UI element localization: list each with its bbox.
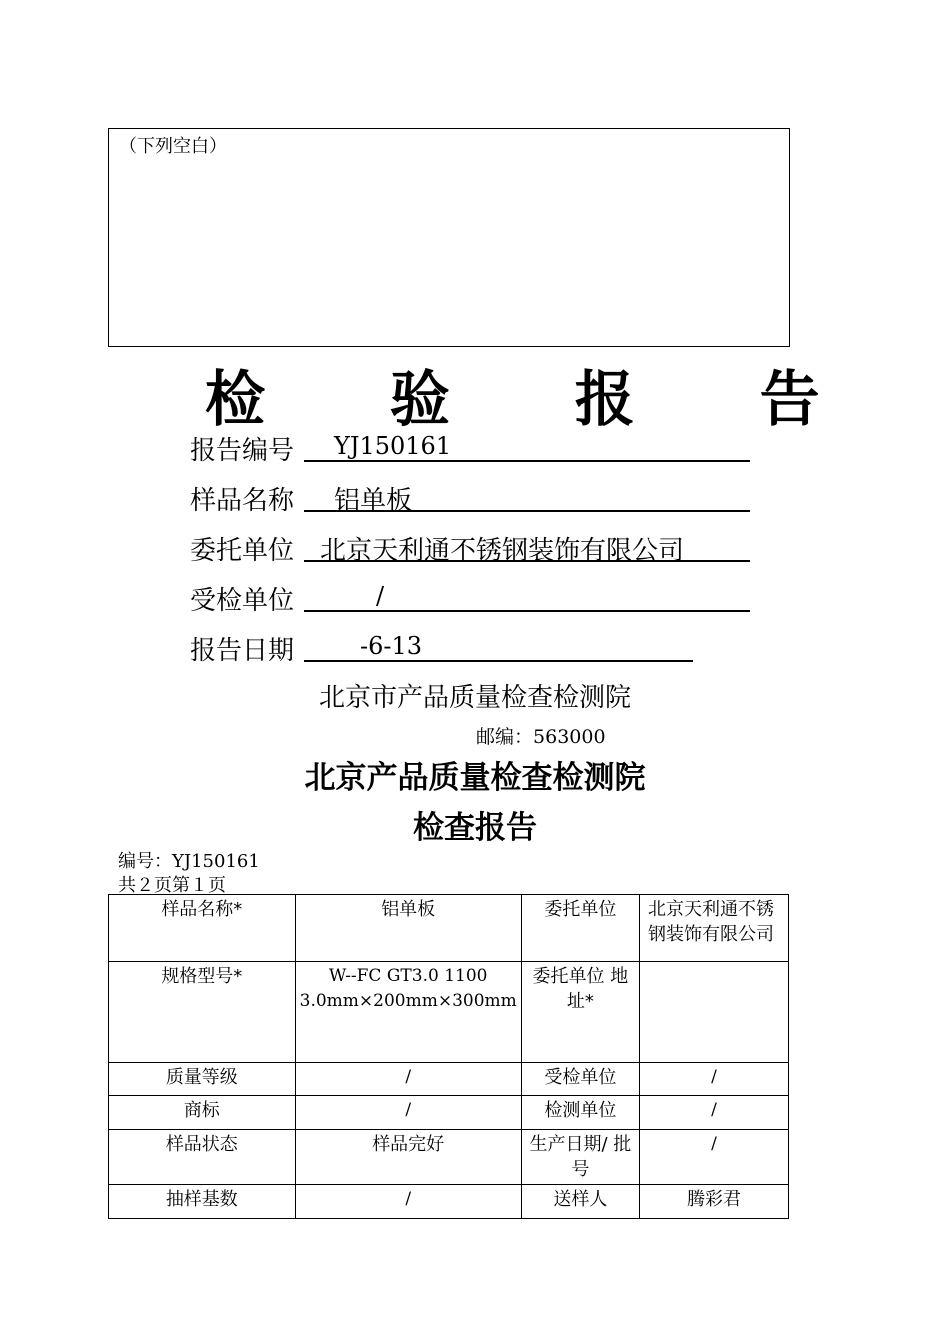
cell-label: 委托单位 地 址*: [521, 962, 639, 1063]
cell-value: W--FC GT3.0 1100 3.0mm×200mm×300mm: [295, 962, 521, 1063]
blank-box: [108, 128, 790, 347]
table-row: [109, 1185, 789, 1219]
cell-label: 抽样基数: [109, 1185, 296, 1219]
cell-label: 样品状态: [109, 1130, 296, 1185]
report-number-line: [118, 847, 260, 873]
report-date-row: [190, 630, 423, 666]
cell-label: 检测单位: [521, 1096, 639, 1130]
cell-value: /: [295, 1185, 521, 1219]
inspected-unit-label: 受检单位: [190, 586, 295, 616]
cell-label: 委托单位: [521, 895, 639, 962]
cell-label: 受检单位: [521, 1063, 639, 1096]
report-number-row: [190, 430, 452, 466]
report-date-label: 报告日期: [190, 636, 295, 666]
report-table: [108, 894, 789, 1219]
table-row: [109, 962, 789, 1063]
report-heading-title: 检查报告: [413, 810, 537, 846]
cell-value: /: [639, 1130, 788, 1185]
inspected-unit-row: [190, 580, 385, 616]
sample-name-value: 铝单板: [304, 480, 750, 512]
cell-value: 铝单板: [295, 895, 521, 962]
table-row: [109, 895, 789, 962]
report-number-line-value: YJ150161: [172, 851, 260, 872]
report-date-value: -6-13: [304, 630, 693, 662]
cell-value: /: [639, 1096, 788, 1130]
cell-label: 生产日期/ 批 号: [521, 1130, 639, 1185]
cell-label: 规格型号*: [109, 962, 296, 1063]
report-number-value: YJ150161: [304, 430, 750, 462]
page-count: 共２页第１页: [118, 875, 226, 896]
cell-value: /: [295, 1063, 521, 1096]
postcode: [476, 722, 606, 749]
institute-name: 北京市产品质量检查检测院: [318, 683, 631, 713]
client-row: [190, 530, 685, 566]
postcode-label: 邮编：: [476, 726, 534, 748]
sample-name-label: 样品名称: [190, 486, 295, 516]
client-label: 委托单位: [190, 536, 295, 566]
cell-value: 样品完好: [295, 1130, 521, 1185]
report-heading-institute: 北京产品质量检查检测院: [304, 760, 646, 796]
sample-name-row: [190, 480, 413, 516]
cell-value: 腾彩君: [639, 1185, 788, 1219]
cell-label: 送样人: [521, 1185, 639, 1219]
report-number-label: 报告编号: [190, 436, 295, 466]
cell-value: 北京天利通不锈钢装饰有限公司: [639, 895, 788, 962]
inspected-unit-value: /: [304, 580, 750, 612]
cell-label: 样品名称*: [109, 895, 296, 962]
cover-title: 检 验 报 告: [205, 365, 872, 435]
cell-value: /: [295, 1096, 521, 1130]
cell-label: 质量等级: [109, 1063, 296, 1096]
cell-value: /: [639, 1063, 788, 1096]
report-number-line-label: 编号：: [118, 851, 172, 872]
blank-note: （下列空白）: [119, 136, 227, 157]
cell-label: 商标: [109, 1096, 296, 1130]
table-row: [109, 1096, 789, 1130]
postcode-value: 563000: [533, 726, 606, 748]
table-row: [109, 1063, 789, 1096]
client-value: 北京天利通不锈钢装饰有限公司: [304, 530, 750, 562]
table-row: [109, 1130, 789, 1185]
